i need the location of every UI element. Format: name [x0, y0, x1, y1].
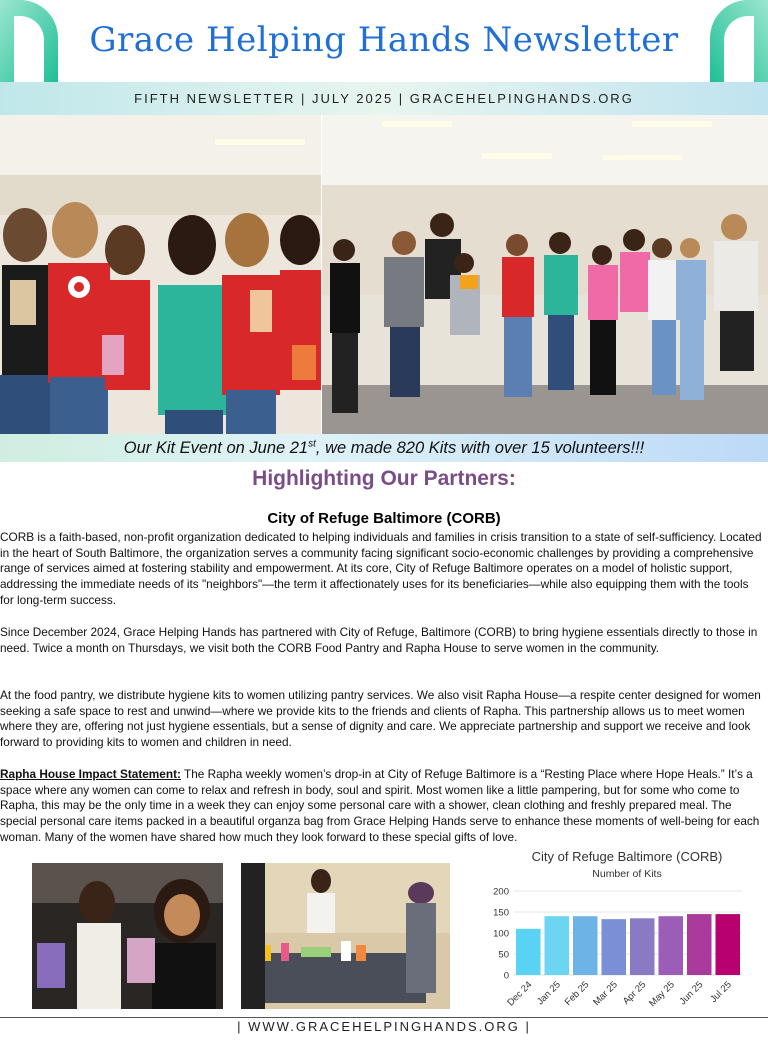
chart-bar: [687, 914, 712, 975]
kits-bar-chart: [486, 846, 768, 1016]
chart-x-tick-label: Apr 25: [620, 979, 649, 1007]
chart-x-tick-label: Mar 25: [591, 979, 620, 1009]
caption-ordinal-suffix: st: [308, 438, 316, 450]
chart-y-tick-label: 100: [493, 928, 509, 940]
caption-prefix: Our Kit Event on June 21: [123, 439, 309, 457]
chart-subtitle: Number of Kits: [592, 868, 662, 880]
chart-bar: [658, 916, 683, 975]
chart-bar: [601, 919, 626, 975]
chart-y-tick-label: 200: [493, 886, 509, 898]
chart-bar: [516, 929, 541, 975]
partners-heading: Highlighting Our Partners:: [252, 467, 516, 490]
chart-y-tick-label: 150: [493, 907, 509, 919]
chart-bar: [715, 914, 740, 975]
chart-x-tick-label: Feb 25: [562, 979, 592, 1009]
chart-x-tick-label: Jul 25: [708, 979, 734, 1006]
footer-divider: [0, 1017, 768, 1018]
partner-paragraph-3: At the food pantry, we distribute hygiene kits to women utilizing pantry services. We also visit Rapha House—a respite center designed for women seeking a safe space to rest and unwind—where we provide kits to the friends and clients of Rapha. This partnership allows us to meet women where they are, offering not just hygiene essentials, but a sense of dignity and care. We appreciate partnership and support we receive and look forward to providing kits to women and children in need.: [0, 688, 761, 750]
chart-title: City of Refuge Baltimore (CORB): [531, 849, 723, 864]
chart-bar: [573, 916, 598, 975]
footer-website: | WWW.GRACEHELPINGHANDS.ORG |: [237, 1019, 531, 1034]
issue-banner: FIFTH NEWSLETTER | JULY 2025 | GRACEHELPINGHANDS.ORG: [0, 82, 768, 115]
impact-statement: [0, 767, 762, 846]
kit-event-caption: [0, 434, 768, 462]
impact-statement-lead: Rapha House Impact Statement:: [0, 767, 181, 781]
chart-y-tick-label: 50: [498, 949, 509, 961]
partner-paragraph-1: CORB is a faith-based, non-profit organization dedicated to helping individuals and families in crisis transition to a state of self-sufficiency. Located in the heart of South Baltimore, the organization serves a community facing significant socio-economic challenges by providing a comprehensive range of services aimed at fostering stability and empowerment. At its core, City of Refuge Baltimore operates on a model of holistic support, addressing the immediate needs of its "neighbors"—the term it affectionately uses for its beneficiaries—while also equipping them with the tools for long-term success.: [0, 530, 762, 607]
volunteer-group-photo-left: [0, 115, 321, 434]
impact-statement-text: The Rapha weekly women’s drop-in at City of Refuge Baltimore is a “Resting Place where Hope Heals.” It’s a space where any women can come to relax and refresh in body, soul and spirit. Most women like a little pampering, but for some who come to Rapha, this may be the only time in a week they can enjoy some personal care with a shower, clean clothing and freshly prepared meal. The special personal care items packed in a beautiful organza bag from Grace Helping Hands serve to enhance these moments of well-being for each woman. Many of the women have shared how much they look forward to these special gifts of love.: [0, 767, 760, 844]
newsletter-title: Grace Helping Hands Newsletter: [89, 20, 679, 60]
chart-x-tick-label: May 25: [647, 979, 677, 1010]
chart-x-tick-label: Jun 25: [677, 979, 706, 1008]
caption-suffix: , we made 820 Kits with over 15 volunteers!!!: [315, 439, 645, 457]
chart-x-tick-label: Jan 25: [534, 979, 563, 1008]
chart-bar: [544, 916, 569, 975]
chart-bar: [630, 918, 655, 975]
partner-org-name: City of Refuge Baltimore (CORB): [267, 510, 501, 527]
chart-y-tick-label: 0: [503, 970, 509, 982]
partner-paragraph-2: Since December 2024, Grace Helping Hands has partnered with City of Refuge, Baltimore (CORB) to bring hygiene essentials directly to those in need. Twice a month on Thursdays, we visit both the CORB Food Pantry and Rapha House to serve women in the community.: [0, 625, 758, 655]
rapha-house-photo: [32, 863, 223, 1009]
volunteer-group-photo-right: [322, 115, 768, 434]
chart-x-tick-label: Dec 24: [505, 979, 535, 1009]
kit-distribution-photo: [241, 863, 450, 1009]
